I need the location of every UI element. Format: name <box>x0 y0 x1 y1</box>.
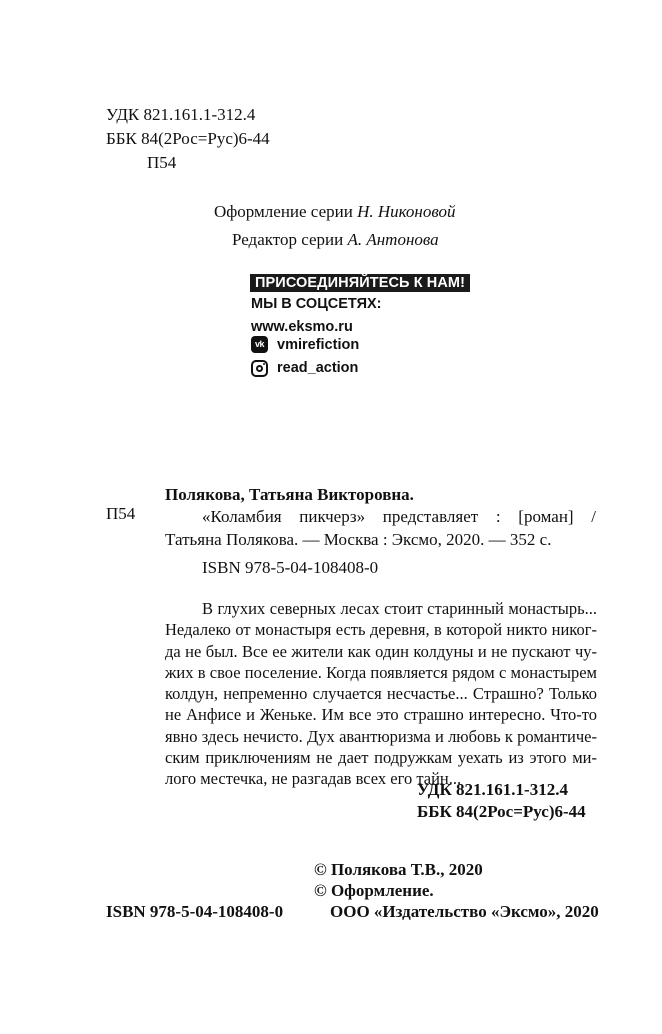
catalog-isbn: ISBN 978-5-04-108408-0 <box>202 558 379 577</box>
annotation-line: лого местечка, не разгадав всех его тайн... <box>165 769 462 789</box>
catalog-author: Полякова, Татьяна Викторовна. <box>165 485 414 504</box>
series-design-label: Оформление серии <box>214 202 353 221</box>
annotation <box>165 598 597 790</box>
vk-icon: vk <box>251 336 268 353</box>
series-editor-credit <box>232 229 439 251</box>
author-mark-catalog: П54 <box>106 504 136 523</box>
series-editor-label: Редактор серии <box>232 230 344 249</box>
udk-code-bottom: УДК 821.161.1-312.4 <box>417 780 568 799</box>
annotation-line: колдун, непременно случается несчастье... Страшно? Только <box>165 684 597 704</box>
bbk-code-bottom: ББК 84(2Рос=Рус)6-44 <box>417 802 586 821</box>
udk-code-top: УДК 821.161.1-312.4 <box>106 105 256 124</box>
copyright-publisher: ООО «Издательство «Эксмо», 2020 <box>330 902 599 921</box>
copyright-design: © Оформление. <box>314 881 434 900</box>
annotation-line: да не был. Все ее жители как один колдуны и не пускают чу- <box>165 641 597 661</box>
website-link[interactable]: www.eksmo.ru <box>251 319 353 335</box>
annotation-line: не Анфисе и Женьке. Им все это страшно интересно. Что-то <box>165 705 597 725</box>
series-design-credit <box>214 201 456 223</box>
copyright-author: © Полякова Т.В., 2020 <box>314 860 483 879</box>
social-heading: МЫ В СОЦСЕТЯХ: <box>251 296 382 312</box>
instagram-icon <box>251 360 268 377</box>
join-us-banner: ПРИСОЕДИНЯЙТЕСЬ К НАМ! <box>250 274 470 292</box>
series-editor-name: А. Антонова <box>347 230 439 249</box>
annotation-line: В глухих северных лесах стоит старинный монастырь... <box>202 599 597 618</box>
annotation-line: ским приключениям не дает подружкам уехать из этого ми- <box>165 748 597 768</box>
annotation-line: Недалеко от монастыря есть деревня, в которой никто никог- <box>165 620 597 640</box>
vk-handle-link[interactable]: vmirefiction <box>277 337 360 353</box>
isbn-bottom: ISBN 978-5-04-108408-0 <box>106 902 284 921</box>
bbk-code-top: ББК 84(2Рос=Рус)6-44 <box>106 129 270 148</box>
catalog-publication-line: Татьяна Полякова. — Москва : Эксмо, 2020. — 352 с. <box>165 530 552 549</box>
annotation-line: явно здесь нечисто. Дух авантюризма и любовь к романтиче- <box>165 726 597 746</box>
author-mark-top: П54 <box>147 153 177 172</box>
annotation-line: жих в свое поселение. Когда появляется рядом с монастырем <box>165 662 597 682</box>
catalog-title-line: «Коламбия пикчерз» представляет : [роман] / <box>202 507 596 526</box>
instagram-handle-link[interactable]: read_action <box>277 360 359 376</box>
series-design-name: Н. Никоновой <box>357 202 456 221</box>
